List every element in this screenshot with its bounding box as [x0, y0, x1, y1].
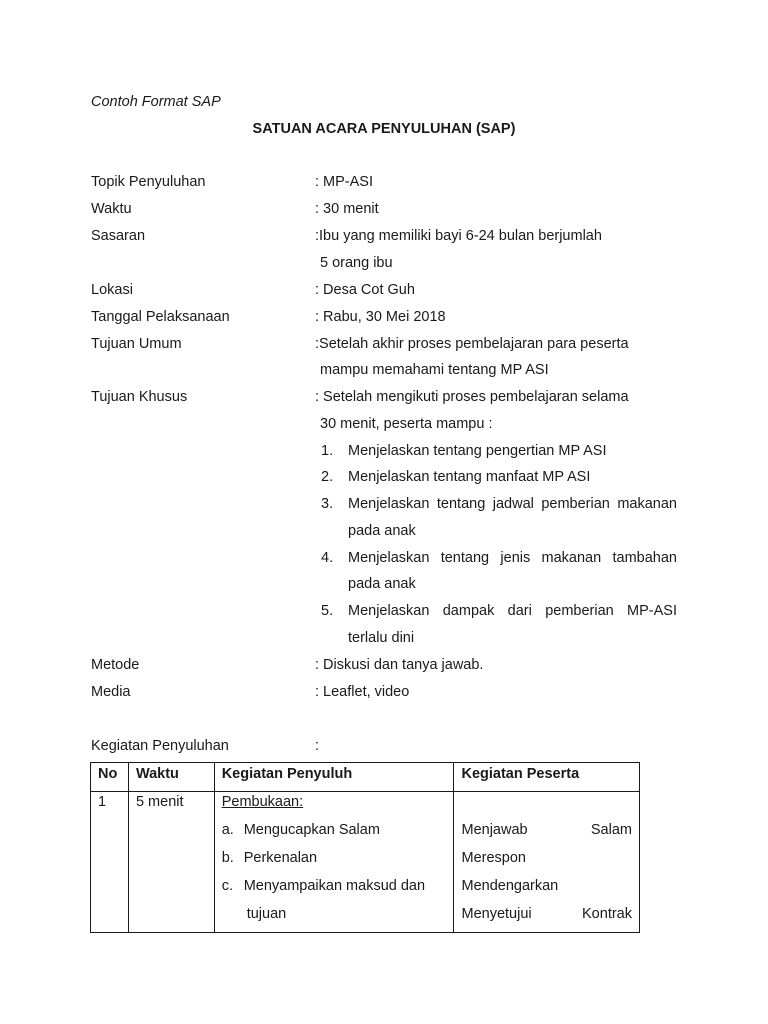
media-value: : Leaflet, video	[315, 684, 410, 700]
cell-waktu	[128, 792, 214, 933]
table-header-row	[91, 763, 640, 792]
tujuan-umum-value: :Setelah akhir proses pembelajaran para peserta	[315, 336, 629, 352]
response-text-right: Salam	[590, 822, 632, 838]
objective-text: Menjelaskan dampak dari pemberian MP-ASI	[348, 603, 677, 619]
objective-number: 1.	[321, 443, 334, 459]
participant-response	[461, 848, 632, 876]
row-number: 1	[98, 794, 107, 810]
objective-text: Menjelaskan tentang pengertian MP ASI	[348, 443, 607, 459]
section-heading: Pembukaan:	[221, 794, 304, 810]
participant-response	[461, 904, 632, 932]
participant-response	[461, 876, 632, 904]
list-item	[222, 848, 447, 876]
kegiatan-label: Kegiatan Penyuluhan	[91, 738, 229, 754]
list-item	[222, 820, 447, 848]
kegiatan-colon: :	[315, 738, 320, 754]
objective-text-cont: pada anak	[348, 523, 416, 539]
list-item-text: Perkenalan	[243, 850, 318, 866]
tanggal-label: Tanggal Pelaksanaan	[91, 309, 230, 325]
row-duration: 5 menit	[135, 794, 184, 810]
objective-text: Menjelaskan tentang manfaat MP ASI	[348, 469, 591, 485]
waktu-label: Waktu	[91, 201, 132, 217]
sasaran-value: :Ibu yang memiliki bayi 6-24 bulan berjumlah	[315, 228, 602, 244]
list-item-letter: a.	[221, 822, 234, 838]
lokasi-label: Lokasi	[91, 282, 133, 298]
waktu-value: : 30 menit	[315, 201, 379, 217]
objective-number: 4.	[321, 550, 334, 566]
objective-text-cont: pada anak	[348, 576, 416, 592]
document-title: SATUAN ACARA PENYULUHAN (SAP)	[252, 121, 516, 137]
list-item-text-cont: tujuan	[246, 906, 287, 922]
column-header-no: No	[91, 763, 129, 792]
objective-number: 3.	[321, 496, 334, 512]
table-row	[91, 792, 640, 933]
objective-text-cont: terlalu dini	[348, 630, 415, 646]
list-item-letter: c.	[221, 878, 233, 894]
objective-text: Menjelaskan tentang jadwal pemberian makanan	[348, 496, 677, 512]
media-label: Media	[91, 684, 131, 700]
list-item	[222, 876, 447, 904]
objective-text: Menjelaskan tentang jenis makanan tambahan	[348, 550, 677, 566]
response-text: Menjawab	[461, 822, 528, 838]
topik-label: Topik Penyuluhan	[91, 174, 206, 190]
objective-number: 2.	[321, 469, 334, 485]
metode-label: Metode	[91, 657, 140, 673]
tujuan-umum-value-cont: mampu memahami tentang MP ASI	[320, 362, 549, 378]
column-header-waktu: Waktu	[128, 763, 214, 792]
topik-value: : MP-ASI	[315, 174, 374, 190]
tujuan-khusus-value: : Setelah mengikuti proses pembelajaran selama	[315, 389, 629, 405]
objective-number: 5.	[321, 603, 334, 619]
tujuan-umum-label: Tujuan Umum	[91, 336, 182, 352]
cell-no	[91, 792, 129, 933]
activity-table	[90, 762, 640, 933]
response-text: Mendengarkan	[461, 878, 559, 894]
cell-kegiatan-peserta	[454, 792, 640, 933]
tanggal-value: : Rabu, 30 Mei 2018	[315, 309, 446, 325]
list-item-letter: b.	[221, 850, 234, 866]
column-header-kegiatan-peserta: Kegiatan Peserta	[454, 763, 640, 792]
list-item-text: Menyampaikan maksud dan	[243, 878, 426, 894]
list-item-text: Mengucapkan Salam	[243, 822, 380, 838]
column-header-kegiatan-penyuluh: Kegiatan Penyuluh	[214, 763, 454, 792]
lokasi-value: : Desa Cot Guh	[315, 282, 415, 298]
sasaran-label: Sasaran	[91, 228, 146, 244]
response-text: Menyetujui	[461, 906, 532, 922]
response-text: Merespon	[461, 850, 526, 866]
metode-value: : Diskusi dan tanya jawab.	[315, 657, 484, 673]
cell-kegiatan-penyuluh	[214, 792, 454, 933]
response-text-right: Kontrak	[582, 906, 632, 922]
tujuan-khusus-value-cont: 30 menit, peserta mampu :	[320, 416, 493, 432]
sasaran-value-cont: 5 orang ibu	[320, 255, 393, 271]
spacer-line	[461, 792, 632, 820]
participant-response	[461, 820, 632, 848]
tujuan-khusus-label: Tujuan Khusus	[91, 389, 188, 405]
document-caption: Contoh Format SAP	[91, 94, 221, 110]
